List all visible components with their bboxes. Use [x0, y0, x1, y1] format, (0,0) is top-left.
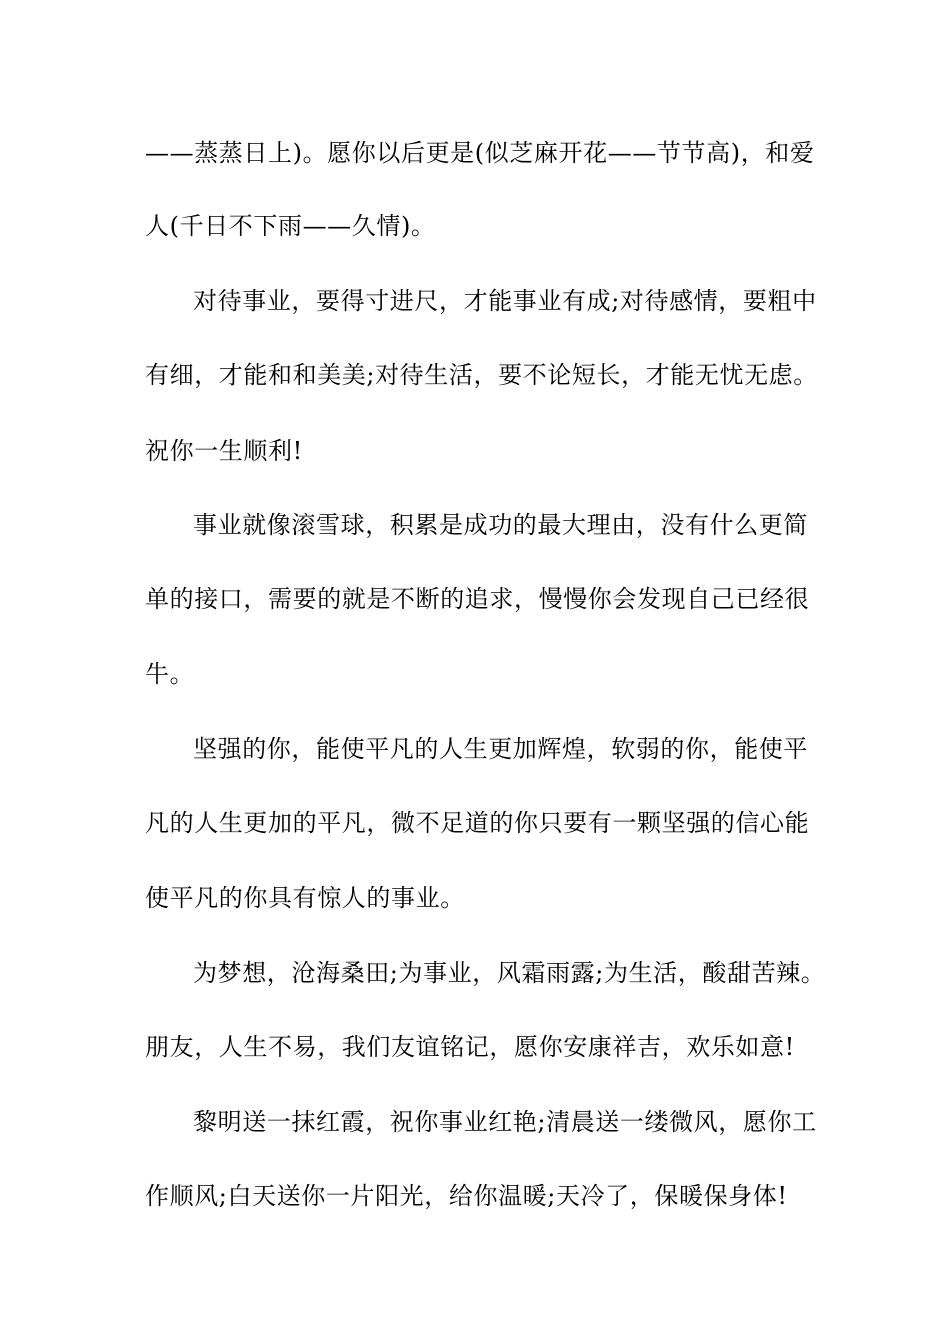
text-line: 牛。: [145, 660, 195, 688]
paragraph-first-line: 事业就像滚雪球，积累是成功的最大理由，没有什么更简: [193, 511, 808, 539]
paragraph-first-line: 对待事业，要得寸进尺，才能事业有成;对待感情，要粗中: [193, 287, 817, 315]
text-line: 祝你一生顺利!: [145, 437, 303, 465]
text-line: ——蒸蒸日上)。愿你以后更是(似芝麻开花——节节高)，和爱: [145, 139, 815, 167]
text-line: 使平凡的你具有惊人的事业。: [145, 884, 465, 912]
paragraph-first-line: 为梦想，沧海桑田;为事业，风霜雨露;为生活，酸甜苦辣。: [193, 959, 826, 987]
text-line: 朋友，人生不易，我们友谊铭记，愿你安康祥吉，欢乐如意!: [145, 1033, 795, 1061]
text-line: 单的接口，需要的就是不断的追求，慢慢你会发现自己已经很: [145, 585, 810, 613]
text-line: 凡的人生更加的平凡，微不足道的你只要有一颗坚强的信心能: [145, 809, 810, 837]
text-line: 人(千日不下雨——久情)。: [145, 212, 436, 240]
text-line: 有细，才能和和美美;对待生活，要不论短长，才能无忧无虑。: [145, 361, 818, 389]
text-line: 作顺风;白天送你一片阳光，给你温暖;天冷了，保暖保身体!: [145, 1182, 788, 1210]
paragraph-first-line: 黎明送一抹红霞，祝你事业红艳;清晨送一缕微风，愿你工: [193, 1108, 817, 1136]
paragraph-first-line: 坚强的你，能使平凡的人生更加辉煌，软弱的你，能使平: [193, 735, 808, 763]
